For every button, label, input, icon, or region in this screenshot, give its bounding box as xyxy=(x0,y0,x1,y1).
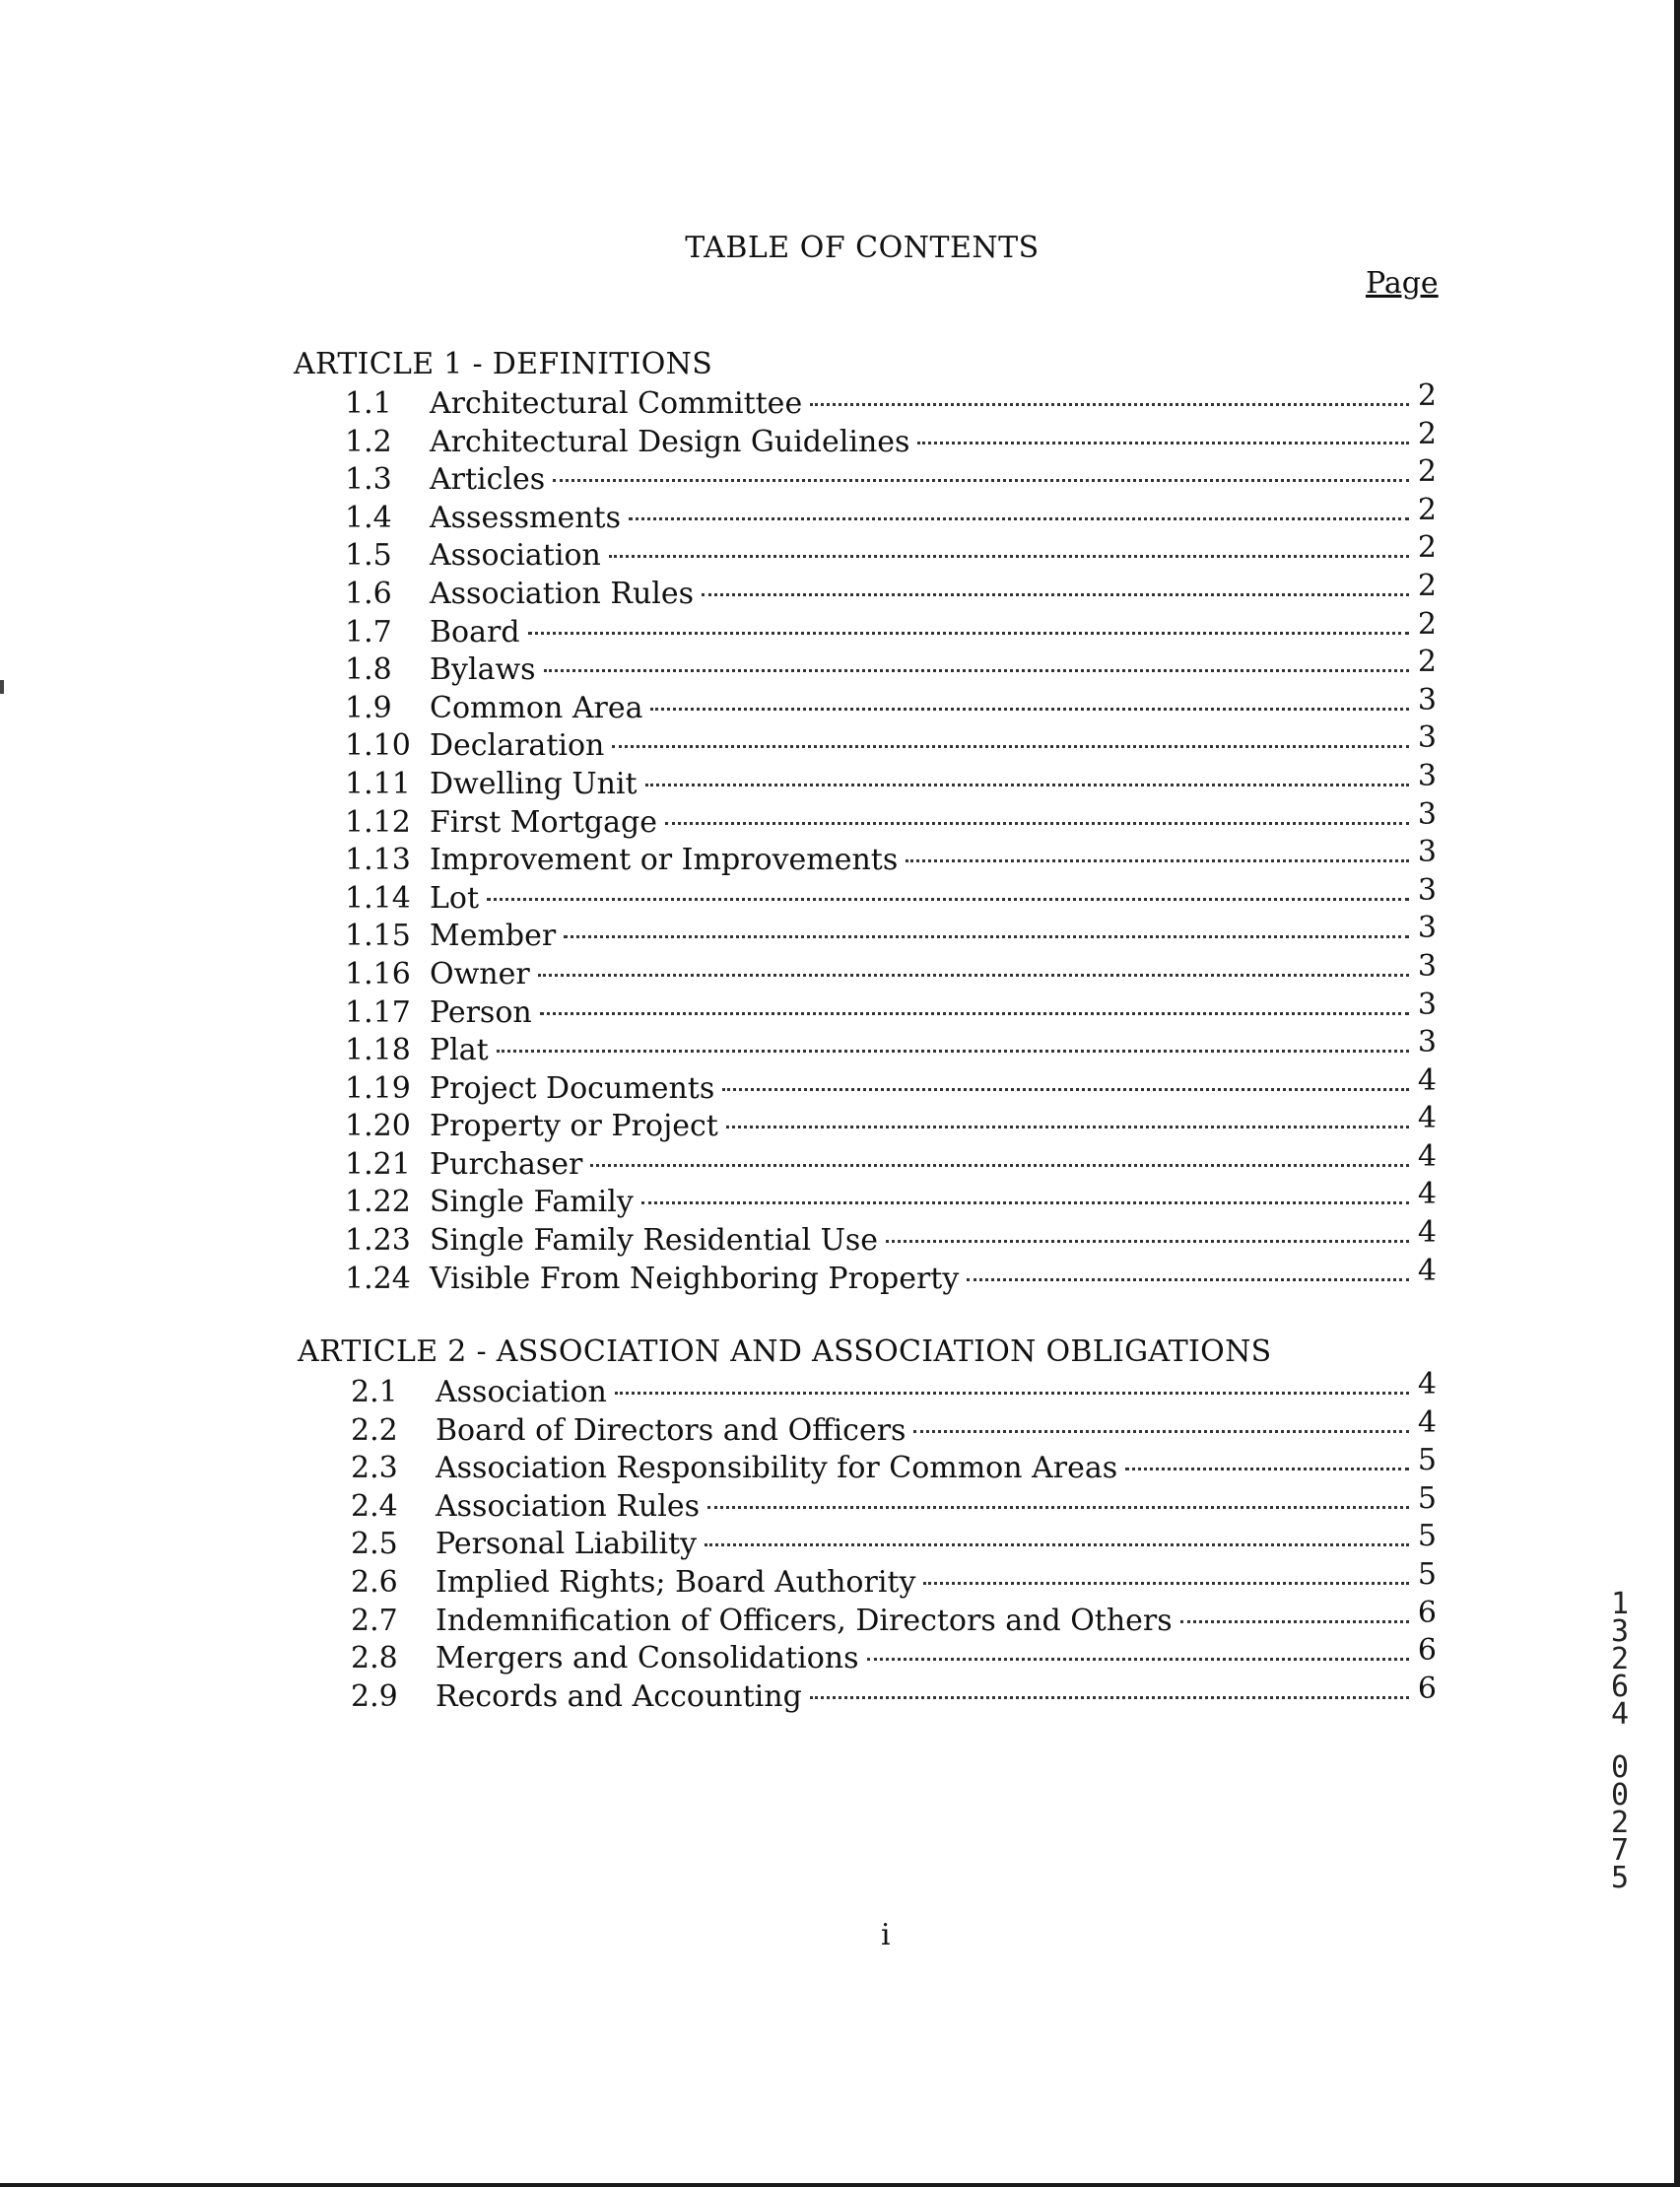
dot-leader xyxy=(886,1214,1409,1243)
toc-entry-label: Improvement or Improvements xyxy=(430,843,899,878)
toc-entry-page-number: 2 xyxy=(1417,606,1437,642)
toc-entry-page-number: 4 xyxy=(1417,1062,1437,1098)
document-number-stamp xyxy=(1602,1587,1638,1895)
toc-entry-label: Bylaws xyxy=(430,652,536,688)
dot-leader xyxy=(810,1671,1409,1699)
toc-entry-page-number: 5 xyxy=(1417,1556,1437,1592)
toc-entry-label: Declaration xyxy=(430,728,605,764)
stamp-digit: 7 xyxy=(1610,1833,1630,1868)
toc-entry-number: 1.11 xyxy=(345,766,411,801)
toc-entry-label: Association xyxy=(436,1375,607,1409)
dot-leader xyxy=(665,796,1409,825)
toc-entry-label: Implied Rights; Board Authority xyxy=(436,1564,916,1600)
toc-entry-page-number: 2 xyxy=(1417,454,1437,490)
toc-entry-page-number: 3 xyxy=(1417,796,1437,832)
toc-entry-number: 1.5 xyxy=(345,538,392,574)
toc-entry-label: Assessments xyxy=(430,500,621,535)
toc-entry-label: Member xyxy=(430,919,557,954)
toc-entry-page-number: 5 xyxy=(1417,1480,1437,1516)
toc-entry-page-number: 5 xyxy=(1417,1443,1437,1478)
article-heading: ARTICLE 1 - DEFINITIONS xyxy=(294,347,713,381)
toc-entry-page-number: 4 xyxy=(1417,1404,1437,1440)
stamp-digit: 1 xyxy=(1610,1587,1630,1621)
toc-entry-number: 1.18 xyxy=(345,1033,411,1068)
toc-entry-page-number: 6 xyxy=(1417,1671,1437,1706)
toc-entry-number: 1.21 xyxy=(345,1146,411,1182)
article-heading: ARTICLE 2 - ASSOCIATION AND ASSOCIATION OBLIGATIONS xyxy=(298,1334,1272,1369)
dot-leader xyxy=(538,948,1409,977)
toc-list-article-1 xyxy=(345,378,1437,1297)
toc-entry-number: 2.6 xyxy=(351,1564,398,1600)
dot-leader xyxy=(487,872,1409,901)
dot-leader xyxy=(629,492,1409,520)
toc-entry-number: 1.13 xyxy=(345,843,411,878)
toc-entry-number: 1.8 xyxy=(345,652,392,688)
toc-entry-label: Common Area xyxy=(430,690,643,725)
toc-entry-page-number: 4 xyxy=(1417,1138,1437,1174)
toc-entry-number: 1.4 xyxy=(345,500,392,535)
toc-entry-label: Dwelling Unit xyxy=(430,766,638,801)
dot-leader xyxy=(867,1632,1410,1661)
toc-entry-number: 1.17 xyxy=(345,994,411,1030)
toc-entry-page-number: 3 xyxy=(1417,682,1437,718)
toc-entry-number: 1.7 xyxy=(345,614,392,649)
toc-entry-label: Single Family Residential Use xyxy=(430,1223,879,1259)
stamp-digit: 6 xyxy=(1610,1670,1630,1704)
toc-entry-label: Association Responsibility for Common Areas xyxy=(436,1451,1118,1486)
toc-entry-page-number: 2 xyxy=(1417,416,1437,451)
toc-entry-page-number: 4 xyxy=(1417,1177,1437,1212)
toc-entry-page-number: 3 xyxy=(1417,758,1437,793)
toc-entry-number: 2.5 xyxy=(351,1527,398,1562)
toc-entry-number: 1.10 xyxy=(345,728,411,764)
dot-leader xyxy=(645,758,1409,786)
dot-leader xyxy=(705,1518,1409,1546)
dot-leader xyxy=(650,682,1409,711)
toc-title: TABLE OF CONTENTS xyxy=(685,231,1040,265)
dot-leader xyxy=(612,719,1409,748)
toc-entry-label: Architectural Design Guidelines xyxy=(430,424,910,459)
toc-entry-number: 1.22 xyxy=(345,1185,411,1220)
toc-entry-page-number: 6 xyxy=(1417,1595,1437,1630)
toc-entry-label: Plat xyxy=(430,1033,489,1068)
dot-leader xyxy=(906,834,1409,862)
dot-leader xyxy=(722,1062,1409,1091)
dot-leader xyxy=(615,1366,1409,1395)
toc-entry-number: 1.23 xyxy=(345,1223,411,1259)
dot-leader xyxy=(1125,1442,1409,1470)
toc-entry-label: Personal Liability xyxy=(436,1527,698,1562)
stamp-digit: 0 xyxy=(1610,1778,1630,1812)
dot-leader xyxy=(564,910,1409,938)
toc-entry xyxy=(351,1671,1437,1716)
toc-entry-number: 1.15 xyxy=(345,919,411,954)
page-folio: i xyxy=(881,1918,891,1952)
dot-leader xyxy=(917,416,1409,444)
toc-entry-page-number: 3 xyxy=(1417,872,1437,908)
toc-entry-page-number: 2 xyxy=(1417,568,1437,603)
toc-entry-page-number: 3 xyxy=(1417,948,1437,984)
toc-entry-number: 1.14 xyxy=(345,880,411,916)
toc-entry-page-number: 3 xyxy=(1417,1025,1437,1060)
toc-entry-label: Person xyxy=(430,994,532,1030)
toc-entry-label: Association xyxy=(430,538,601,574)
toc-entry-number: 1.19 xyxy=(345,1070,411,1106)
dot-leader xyxy=(590,1138,1409,1167)
toc-entry-number: 2.3 xyxy=(351,1451,398,1486)
toc-entry-label: Lot xyxy=(430,880,480,916)
toc-entry-number: 2.1 xyxy=(351,1375,398,1409)
page-column-header: Page xyxy=(1366,266,1439,301)
stamp-digit: 5 xyxy=(1610,1861,1630,1895)
toc-entry-label: Property or Project xyxy=(430,1109,718,1144)
stamp-digit: 0 xyxy=(1610,1750,1630,1785)
toc-entry-label: Purchaser xyxy=(430,1146,583,1182)
toc-entry-page-number: 5 xyxy=(1417,1519,1437,1554)
dot-leader xyxy=(609,529,1409,558)
toc-entry-label: Single Family xyxy=(430,1185,634,1220)
toc-entry-label: Articles xyxy=(430,462,546,498)
dot-leader xyxy=(1180,1595,1409,1623)
dot-leader xyxy=(641,1176,1409,1204)
toc-entry-number: 1.12 xyxy=(345,804,411,840)
toc-entry-label: Board of Directors and Officers xyxy=(436,1412,907,1448)
dot-leader xyxy=(497,1024,1409,1053)
toc-entry-label: Mergers and Consolidations xyxy=(436,1641,859,1676)
dot-leader xyxy=(553,453,1409,482)
toc-entry-label: First Mortgage xyxy=(430,804,657,840)
scan-edge-right xyxy=(1674,0,1680,2187)
toc-entry-page-number: 4 xyxy=(1417,1101,1437,1136)
dot-leader xyxy=(540,987,1409,1015)
dot-leader xyxy=(913,1404,1409,1433)
toc-entry-number: 1.9 xyxy=(345,690,392,725)
stamp-digit: 3 xyxy=(1610,1614,1630,1649)
toc-entry-label: Visible From Neighboring Property xyxy=(430,1261,960,1296)
scan-artifact-tick xyxy=(0,680,4,694)
toc-entry-number: 1.20 xyxy=(345,1109,411,1144)
toc-entry-label: Board xyxy=(430,614,520,649)
toc-entry-page-number: 4 xyxy=(1417,1367,1437,1401)
toc-entry-page-number: 4 xyxy=(1417,1253,1437,1288)
dot-leader xyxy=(923,1556,1409,1585)
toc-entry-number: 1.24 xyxy=(345,1261,411,1296)
dot-leader xyxy=(544,644,1409,672)
toc-entry-label: Indemnification of Officers, Directors and Others xyxy=(436,1603,1173,1638)
scan-edge-bottom xyxy=(0,2183,1680,2187)
toc-entry-number: 2.4 xyxy=(351,1488,398,1524)
toc-entry-label: Association Rules xyxy=(436,1488,701,1524)
toc-entry-page-number: 3 xyxy=(1417,987,1437,1022)
toc-entry-page-number: 2 xyxy=(1417,645,1437,680)
toc-entry-number: 1.3 xyxy=(345,462,392,498)
toc-entry-label: Architectural Committee xyxy=(430,386,803,421)
toc-entry-number: 1.2 xyxy=(345,424,392,459)
toc-entry-number: 2.9 xyxy=(351,1678,398,1714)
toc-entry xyxy=(345,1253,1437,1298)
toc-entry-number: 2.2 xyxy=(351,1412,398,1448)
toc-entry-label: Association Rules xyxy=(430,576,695,611)
toc-entry-label: Records and Accounting xyxy=(436,1678,802,1714)
toc-entry-page-number: 2 xyxy=(1417,492,1437,527)
toc-entry-number: 1.6 xyxy=(345,576,392,611)
dot-leader xyxy=(528,606,1409,635)
toc-entry-page-number: 2 xyxy=(1417,530,1437,566)
toc-entry-number: 2.7 xyxy=(351,1603,398,1638)
dot-leader xyxy=(707,1480,1409,1509)
toc-entry-page-number: 3 xyxy=(1417,911,1437,946)
dot-leader xyxy=(702,568,1409,596)
toc-entry-page-number: 6 xyxy=(1417,1633,1437,1669)
stamp-digit: 2 xyxy=(1610,1806,1630,1840)
toc-entry-label: Owner xyxy=(430,956,530,991)
toc-entry-number: 1.1 xyxy=(345,386,392,421)
stamp-digit: 2 xyxy=(1610,1642,1630,1676)
stamp-digit: 4 xyxy=(1610,1697,1630,1732)
toc-entry-label: Project Documents xyxy=(430,1070,715,1106)
toc-entry-number: 2.8 xyxy=(351,1641,398,1676)
dot-leader xyxy=(810,377,1409,406)
toc-list-article-2 xyxy=(351,1367,1437,1715)
toc-entry-page-number: 3 xyxy=(1417,720,1437,756)
dot-leader xyxy=(967,1253,1409,1281)
toc-entry-page-number: 2 xyxy=(1417,378,1437,413)
toc-entry-page-number: 4 xyxy=(1417,1215,1437,1251)
dot-leader xyxy=(726,1100,1409,1128)
toc-entry-number: 1.16 xyxy=(345,956,411,991)
toc-entry-page-number: 3 xyxy=(1417,835,1437,870)
